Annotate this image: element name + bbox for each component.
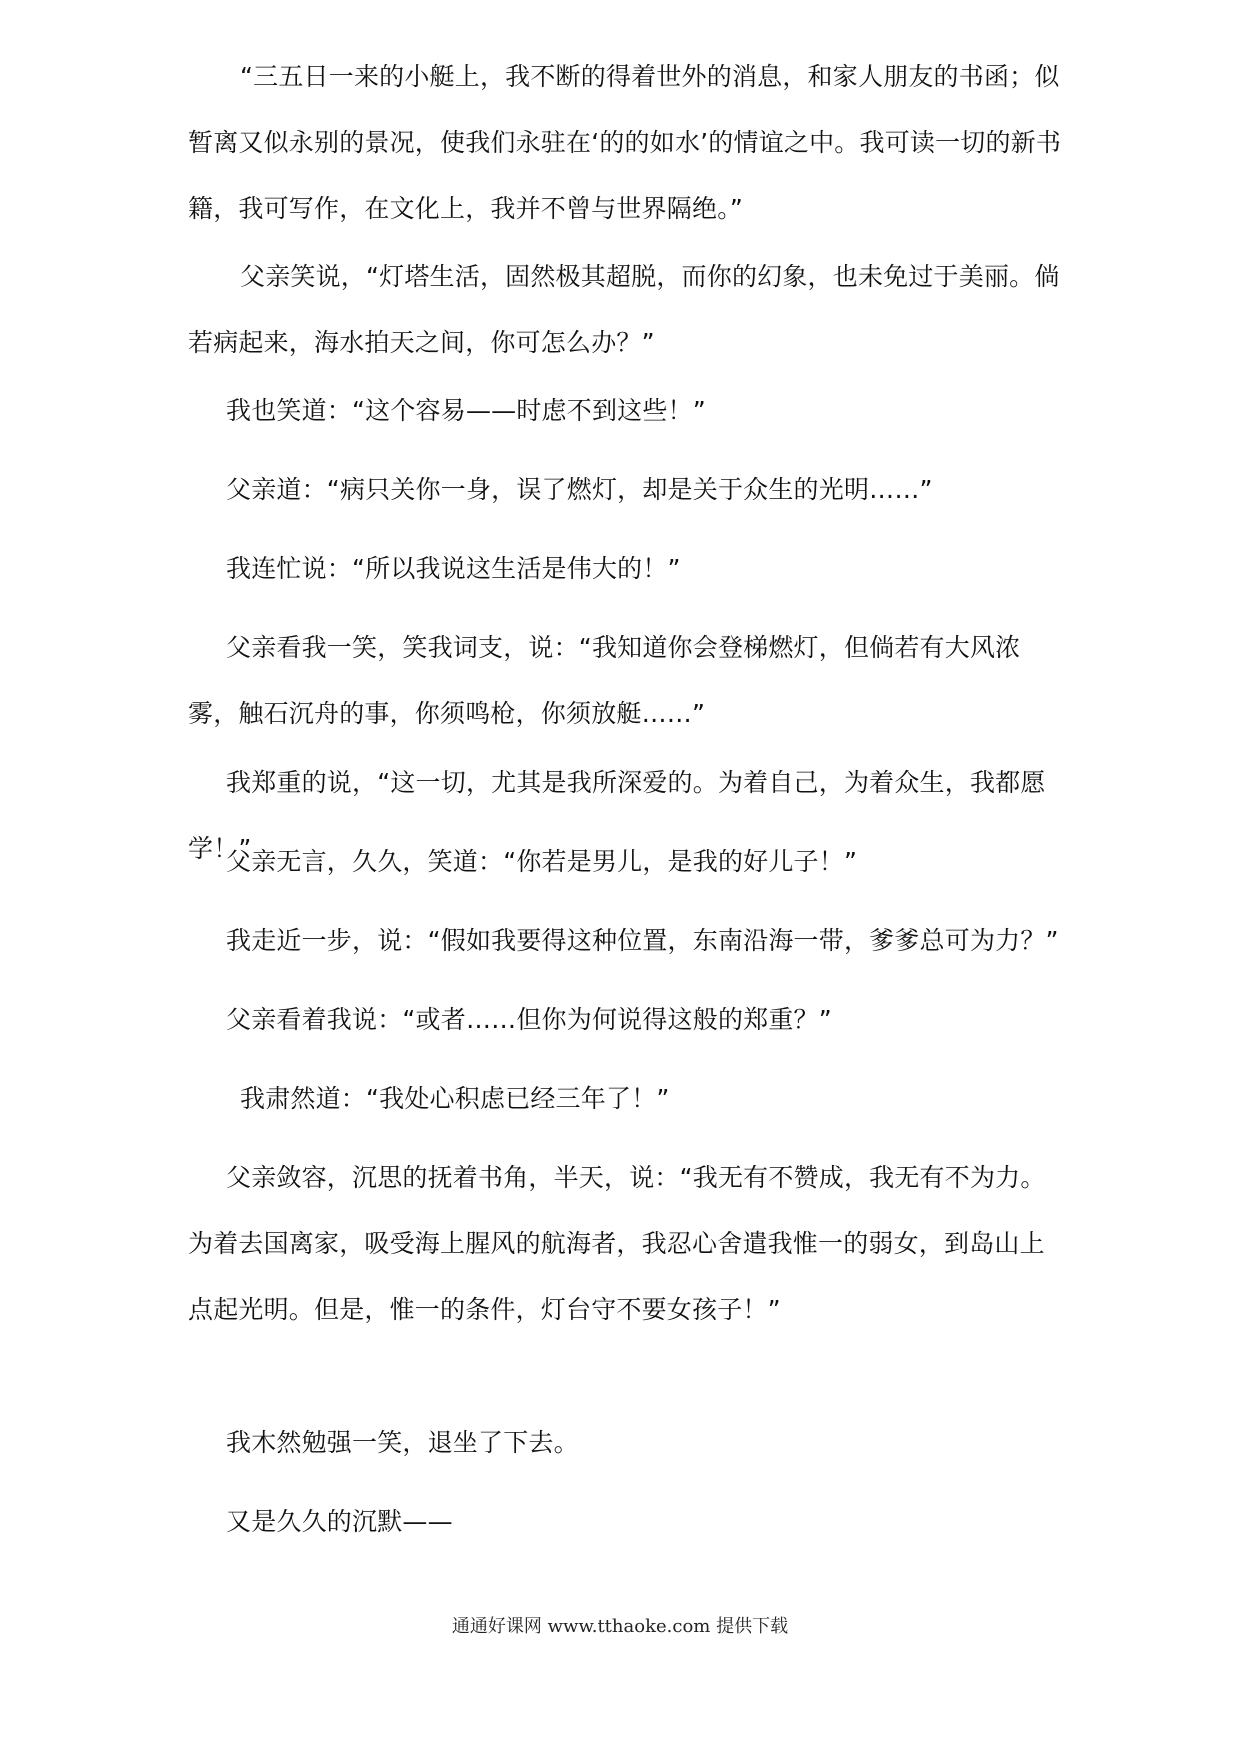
paragraph-1: “三五日一来的小艇上，我不断的得着世外的消息，和家人朋友的书函；似暂离又似永别的景况，使我们永驻在‘的的如水’的情谊之中。我可读一切的新书籍，我可写作，在文化上，我并不曾与世界隔绝。” bbox=[188, 62, 1062, 223]
paragraph-10: 父亲看着我说：“或者……但你为何说得这般的郑重？” bbox=[226, 1005, 832, 1034]
paragraph-4: 父亲道：“病只关你一身，误了燃灯，却是关于众生的光明……” bbox=[226, 475, 933, 504]
paragraph-3: 我也笑道：“这个容易——时虑不到这些！” bbox=[226, 396, 706, 425]
paragraph-5: 我连忙说：“所以我说这生活是伟大的！” bbox=[226, 554, 681, 583]
footer-download-notice: 通通好课网 www.tthaoke.com 提供下载 bbox=[451, 1616, 789, 1637]
paragraph-12: 父亲敛容，沉思的抚着书角，半天，说：“我无有不赞成，我无有不为力。为着去国离家，吸受海上腥风的航海者，我忍心舍遣我惟一的弱女，到岛山上点起光明。但是，惟一的条件，灯台守不要女孩子！” bbox=[188, 1163, 1046, 1324]
paragraph-7: 我郑重的说，“这一切，尤其是我所深爱的。为着自己，为着众生，我都愿学！” bbox=[188, 768, 1046, 863]
paragraph-6: 父亲看我一笑，笑我词支，说：“我知道你会登梯燃灯，但倘若有大风浓雾，触石沉舟的事，你须鸣枪，你须放艇……” bbox=[188, 633, 1021, 728]
paragraph-2: 父亲笑说，“灯塔生活，固然极其超脱，而你的幻象，也未免过于美丽。倘若病起来，海水拍天之间，你可怎么办？” bbox=[188, 262, 1060, 357]
paragraph-13: 我木然勉强一笑，退坐了下去。 bbox=[226, 1428, 579, 1457]
paragraph-11: 我肃然道：“我处心积虑已经三年了！” bbox=[240, 1084, 670, 1113]
paragraph-8: 父亲无言，久久，笑道：“你若是男儿，是我的好儿子！” bbox=[226, 847, 858, 876]
paragraph-14: 又是久久的沉默—— bbox=[226, 1507, 453, 1536]
paragraph-9: 我走近一步，说：“假如我要得这种位置，东南沿海一带，爹爹总可为力？” bbox=[226, 926, 1059, 955]
